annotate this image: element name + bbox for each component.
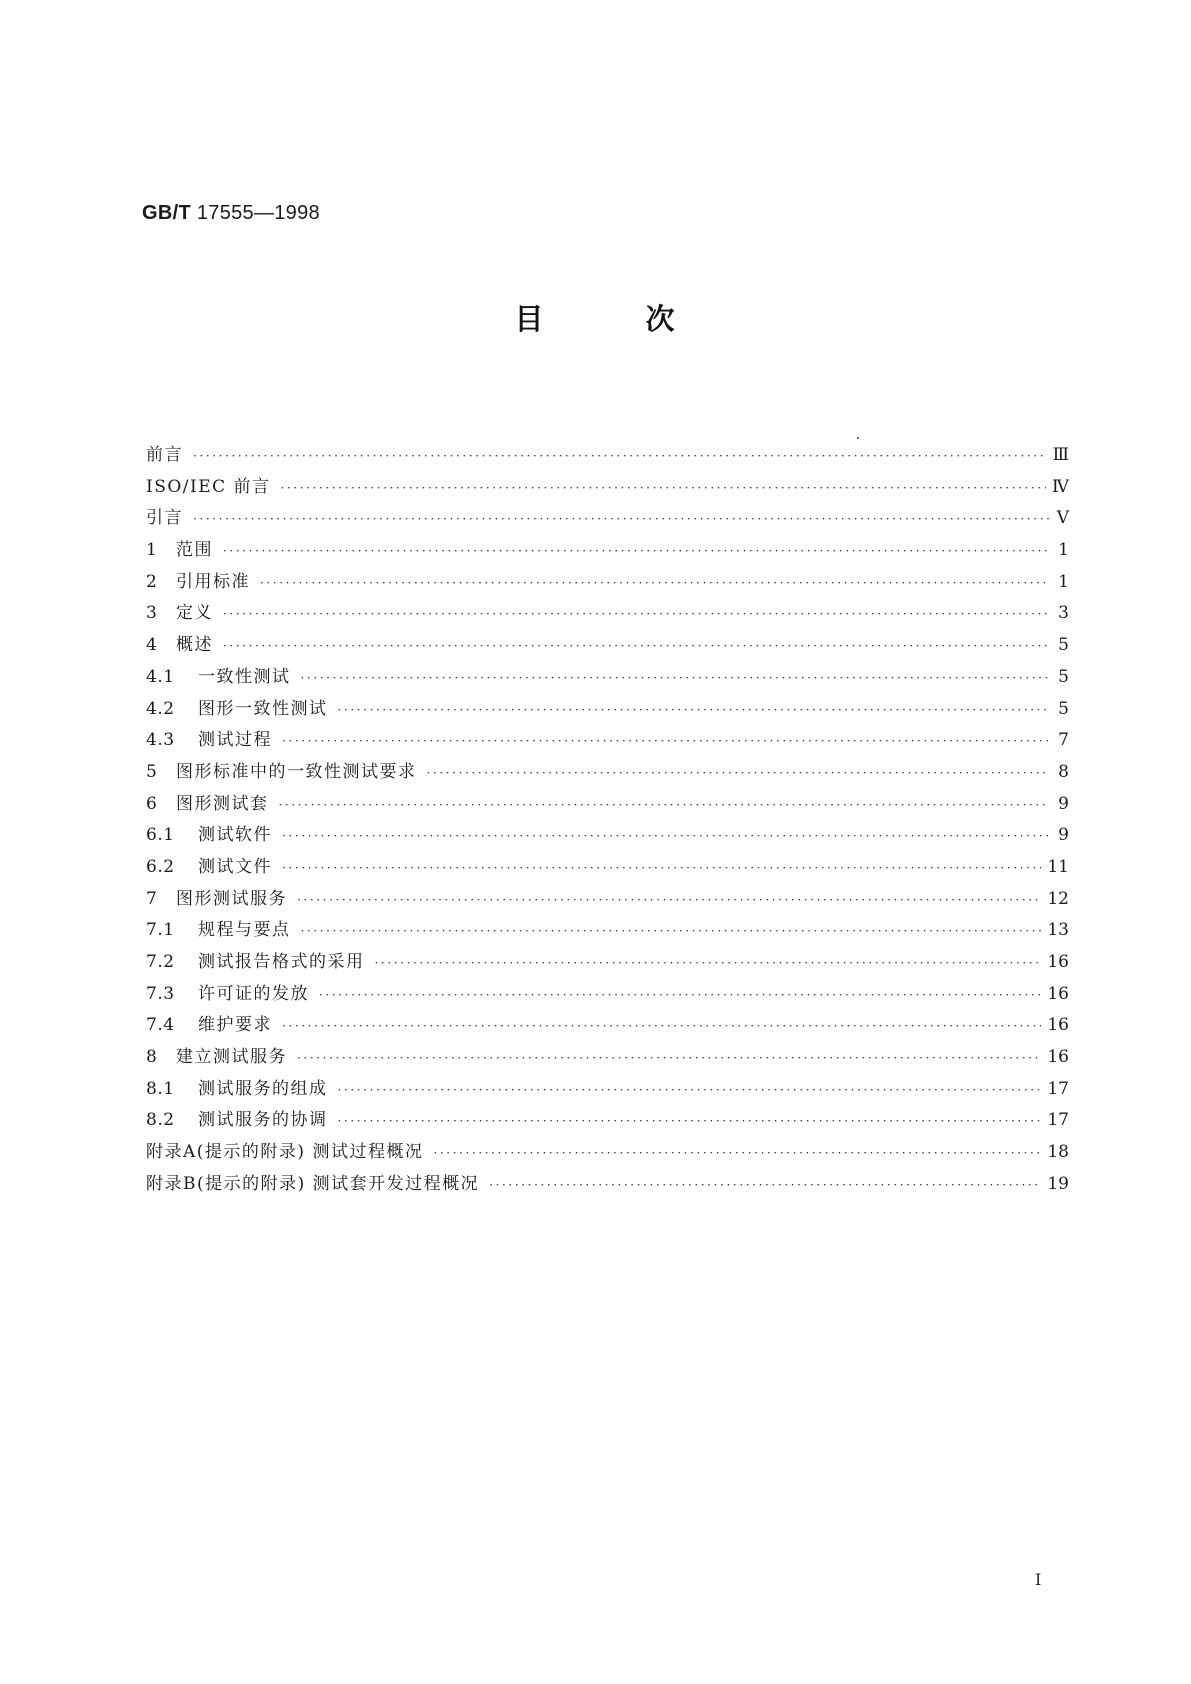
toc-entry-page: 8 xyxy=(1058,761,1069,782)
toc-entry-label xyxy=(146,440,183,472)
toc-entry-label xyxy=(146,915,291,947)
toc-entry-number: 8.2 xyxy=(146,1110,175,1131)
toc-entry-number: 6.2 xyxy=(146,856,175,877)
toc-entry-number: 4.1 xyxy=(146,666,175,687)
toc-entry-number: 8 xyxy=(146,1047,158,1068)
toc-entry-number: 5 xyxy=(146,761,158,782)
toc-entry-title: 前言 xyxy=(146,445,183,465)
toc-entry[interactable] xyxy=(146,1137,1069,1169)
toc-entry-title: 引言 xyxy=(146,508,183,529)
toc-entry-page: 3 xyxy=(1058,603,1069,624)
toc-dot-leader xyxy=(282,853,1041,885)
toc-entry-label xyxy=(146,567,250,599)
toc-entry-number: 7.1 xyxy=(146,920,175,941)
toc-entry[interactable] xyxy=(146,567,1069,599)
toc-entry-title: 测试服务的协调 xyxy=(198,1110,328,1131)
toc-entry-page: Ⅲ xyxy=(1052,445,1069,465)
toc-entry-page: 19 xyxy=(1047,1173,1069,1194)
toc-entry-number: 7.2 xyxy=(146,952,175,972)
toc-entry-label xyxy=(146,694,328,726)
toc-entry-title: 图形测试服务 xyxy=(176,888,287,909)
toc-entry-number: 2 xyxy=(146,571,158,592)
toc-entry-title: 维护要求 xyxy=(198,1015,272,1036)
toc-entry-page: 17 xyxy=(1047,1110,1069,1131)
toc-dot-leader xyxy=(282,726,1049,758)
toc-entry-page: 5 xyxy=(1058,666,1069,687)
toc-entry[interactable] xyxy=(146,757,1069,789)
toc-entry-label xyxy=(146,1169,479,1201)
toc-entry-page: 11 xyxy=(1047,856,1069,877)
toc-entry-page: 16 xyxy=(1047,983,1069,1004)
toc-entry-page: 9 xyxy=(1058,825,1069,846)
toc-entry-label xyxy=(146,979,309,1011)
toc-entry-title: 概述 xyxy=(176,635,213,656)
toc-entry-title: 定义 xyxy=(176,603,213,624)
toc-entry-label xyxy=(146,1010,272,1042)
toc-dot-leader xyxy=(375,948,1042,980)
toc-entry-label xyxy=(146,820,272,852)
toc-dot-leader xyxy=(281,473,1046,505)
toc-entry-title: 图形测试套 xyxy=(176,793,269,814)
toc-dot-leader xyxy=(301,916,1042,948)
toc-entry-label xyxy=(146,1042,287,1074)
standard-number xyxy=(142,202,320,225)
toc-dot-leader xyxy=(260,568,1049,600)
toc-entry-page: Ⅴ xyxy=(1056,508,1069,529)
toc-entry-title: 引用标准 xyxy=(176,571,250,592)
toc-entry-page: 5 xyxy=(1058,698,1069,719)
toc-entry-page: 13 xyxy=(1047,920,1069,941)
toc-entry[interactable] xyxy=(146,1010,1069,1042)
toc-dot-leader xyxy=(297,1043,1041,1075)
toc-dot-leader xyxy=(223,536,1049,568)
toc-entry-label xyxy=(146,947,365,979)
toc-entry-label xyxy=(146,1137,423,1169)
toc-entry-page: 18 xyxy=(1047,1142,1069,1163)
toc-entry-page: 1 xyxy=(1058,540,1069,561)
toc-dot-leader xyxy=(282,1011,1041,1043)
toc-entry[interactable] xyxy=(146,979,1069,1011)
toc-entry-title: 建立测试服务 xyxy=(176,1047,287,1068)
toc-entry-number: 4 xyxy=(146,635,158,656)
toc-entry-page: 7 xyxy=(1058,730,1069,751)
toc-dot-leader xyxy=(282,821,1049,853)
toc-entry-label xyxy=(146,1074,328,1106)
toc-entry[interactable] xyxy=(146,1042,1069,1074)
toc-dot-leader xyxy=(297,885,1041,917)
toc-dot-leader xyxy=(433,1138,1041,1170)
toc-entry[interactable] xyxy=(146,630,1069,662)
toc-entry-title: 测试软件 xyxy=(198,825,272,846)
toc-entry-label xyxy=(146,884,287,916)
toc-entry-number: 6 xyxy=(146,793,158,814)
toc-entry-label xyxy=(146,725,272,757)
toc-dot-leader xyxy=(193,441,1047,473)
toc-entry-title: 规程与要点 xyxy=(198,920,291,941)
toc-entry-title: 附录A(提示的附录) 测试过程概况 xyxy=(146,1142,424,1163)
toc-dot-leader xyxy=(223,599,1049,631)
toc-dot-leader xyxy=(193,504,1049,536)
toc-entry-number: 8.1 xyxy=(146,1078,175,1099)
toc-dot-leader xyxy=(338,695,1050,727)
toc-entry[interactable] xyxy=(146,789,1069,821)
toc-dot-leader xyxy=(489,1170,1041,1202)
toc-entry-label xyxy=(146,852,272,884)
toc-entry[interactable] xyxy=(146,915,1069,947)
toc-entry[interactable] xyxy=(146,1169,1069,1201)
toc-entry-number: 4.3 xyxy=(146,730,175,751)
toc-entry[interactable] xyxy=(146,440,1069,472)
page-folio: I xyxy=(1035,1570,1042,1589)
toc-dot-leader xyxy=(223,631,1049,663)
toc-entry-label xyxy=(146,535,213,567)
toc-entry-number: 7.4 xyxy=(146,1015,175,1036)
standard-prefix: GB/T xyxy=(142,202,191,224)
toc-entry-page: 5 xyxy=(1058,635,1069,656)
toc-entry[interactable] xyxy=(146,1074,1069,1106)
toc-entry-label xyxy=(146,789,269,821)
toc-entry-number: 4.2 xyxy=(146,698,175,719)
toc-dot-leader xyxy=(319,980,1041,1012)
toc-entry[interactable] xyxy=(146,472,1069,504)
toc-entry-number: 1 xyxy=(146,540,158,561)
toc-entry[interactable] xyxy=(146,598,1069,630)
toc-entry[interactable] xyxy=(146,1105,1069,1137)
table-of-contents xyxy=(146,440,1069,1201)
toc-entry-label xyxy=(146,598,213,630)
toc-entry-page: 16 xyxy=(1047,1047,1069,1068)
toc-entry-title: 图形标准中的一致性测试要求 xyxy=(176,761,417,782)
toc-entry-title: 许可证的发放 xyxy=(198,983,309,1004)
standard-code: 17555—1998 xyxy=(196,202,320,224)
toc-entry-page: 17 xyxy=(1047,1078,1069,1099)
toc-entry-title: 测试过程 xyxy=(198,730,272,751)
toc-entry-label xyxy=(146,472,271,504)
toc-entry[interactable] xyxy=(146,694,1069,726)
toc-entry-label xyxy=(146,630,213,662)
toc-entry[interactable] xyxy=(146,820,1069,852)
toc-entry-title: 一致性测试 xyxy=(198,666,291,687)
toc-entry-number: 6.1 xyxy=(146,825,175,846)
toc-entry[interactable] xyxy=(146,852,1069,884)
toc-entry-page: 1 xyxy=(1058,571,1069,592)
toc-entry-page: 9 xyxy=(1058,793,1069,814)
toc-entry-title: 测试服务的组成 xyxy=(198,1078,328,1099)
toc-entry-title: ISO/IEC 前言 xyxy=(146,476,271,497)
toc-entry-label xyxy=(146,503,183,535)
toc-entry[interactable] xyxy=(146,503,1069,535)
toc-entry-title: 范围 xyxy=(176,540,213,561)
toc-entry-number: 3 xyxy=(146,603,158,624)
toc-entry-label xyxy=(146,662,291,694)
toc-entry-page: Ⅳ xyxy=(1052,476,1069,497)
toc-entry[interactable] xyxy=(146,947,1069,979)
scan-speck xyxy=(857,437,859,439)
toc-entry[interactable] xyxy=(146,535,1069,567)
toc-entry-number: 7 xyxy=(146,888,158,909)
toc-entry-title: 附录B(提示的附录) 测试套开发过程概况 xyxy=(146,1173,480,1194)
toc-entry-page: 16 xyxy=(1047,952,1069,972)
toc-entry-title: 图形一致性测试 xyxy=(198,698,328,719)
toc-entry-page: 16 xyxy=(1047,1015,1069,1036)
toc-entry-label xyxy=(146,757,417,789)
toc-dot-leader xyxy=(427,758,1050,790)
toc-entry[interactable] xyxy=(146,884,1069,916)
toc-entry-page: 12 xyxy=(1047,888,1069,909)
toc-entry-number: 7.3 xyxy=(146,983,175,1004)
toc-title: 目 次 xyxy=(514,302,677,336)
toc-entry-title: 测试文件 xyxy=(198,856,272,877)
toc-entry-label xyxy=(146,1105,328,1137)
toc-entry[interactable] xyxy=(146,662,1069,694)
toc-entry[interactable] xyxy=(146,725,1069,757)
toc-dot-leader xyxy=(301,663,1050,695)
toc-dot-leader xyxy=(338,1075,1042,1107)
toc-dot-leader xyxy=(279,790,1050,822)
toc-dot-leader xyxy=(338,1106,1042,1138)
toc-entry-title: 测试报告格式的采用 xyxy=(198,952,365,972)
